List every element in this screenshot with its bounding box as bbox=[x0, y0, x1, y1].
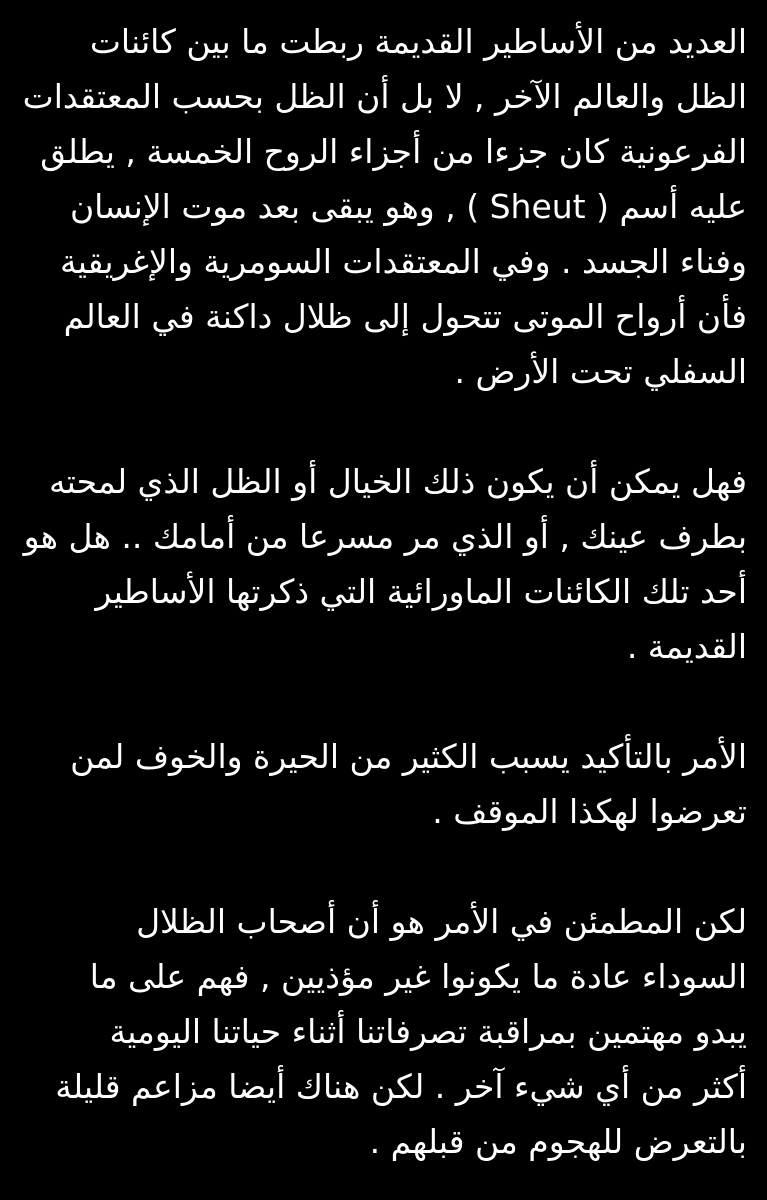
text-line: عليه أسم ( Sheut ) , وهو يبقى بعد موت الإنسان bbox=[69, 187, 747, 226]
text-line: يبدو مهتمين بمراقبة تصرفاتنا أثناء حياتنا اليومية bbox=[109, 1012, 747, 1051]
paragraph-3 bbox=[20, 729, 747, 839]
paragraph-1 bbox=[20, 14, 747, 399]
text-line: السفلي تحت الأرض . bbox=[454, 352, 747, 391]
text-line: أكثر من أي شيء آخر . لكن هناك أيضا مزاعم قليلة bbox=[55, 1067, 747, 1106]
paragraph-2 bbox=[20, 454, 747, 674]
text-line: الفرعونية كان جزءا من أجزاء الروح الخمسة , يطلق bbox=[40, 132, 747, 171]
text-line: الأمر بالتأكيد يسبب الكثير من الحيرة والخوف لمن bbox=[70, 737, 747, 776]
text-line: القديمة . bbox=[626, 627, 747, 666]
text-line: وفناء الجسد . وفي المعتقدات السومرية والإغريقية bbox=[60, 242, 747, 281]
text-line: أحد تلك الكائنات الماورائية التي ذكرتها الأساطير bbox=[95, 572, 747, 611]
text-line: بالتعرض للهجوم من قبلهم . bbox=[369, 1122, 747, 1161]
text-line: الظل والعالم الآخر , لا بل أن الظل بحسب المعتقدات bbox=[22, 77, 747, 116]
paragraph-4 bbox=[20, 894, 747, 1169]
text-line: السوداء عادة ما يكونوا غير مؤذيين , فهم على ما bbox=[89, 957, 747, 996]
text-line: بطرف عينك , أو الذي مر مسرعا من أمامك .. هل هو bbox=[23, 517, 747, 556]
text-line: تعرضوا لهكذا الموقف . bbox=[432, 792, 747, 831]
text-line: العديد من الأساطير القديمة ربطت ما بين كائنات bbox=[89, 22, 747, 61]
text-line: فهل يمكن أن يكون ذلك الخيال أو الظل الذي لمحته bbox=[48, 462, 747, 501]
text-line: فأن أرواح الموتى تتحول إلى ظلال داكنة في العالم bbox=[63, 297, 747, 336]
text-line: لكن المطمئن في الأمر هو أن أصحاب الظلال bbox=[136, 902, 747, 941]
